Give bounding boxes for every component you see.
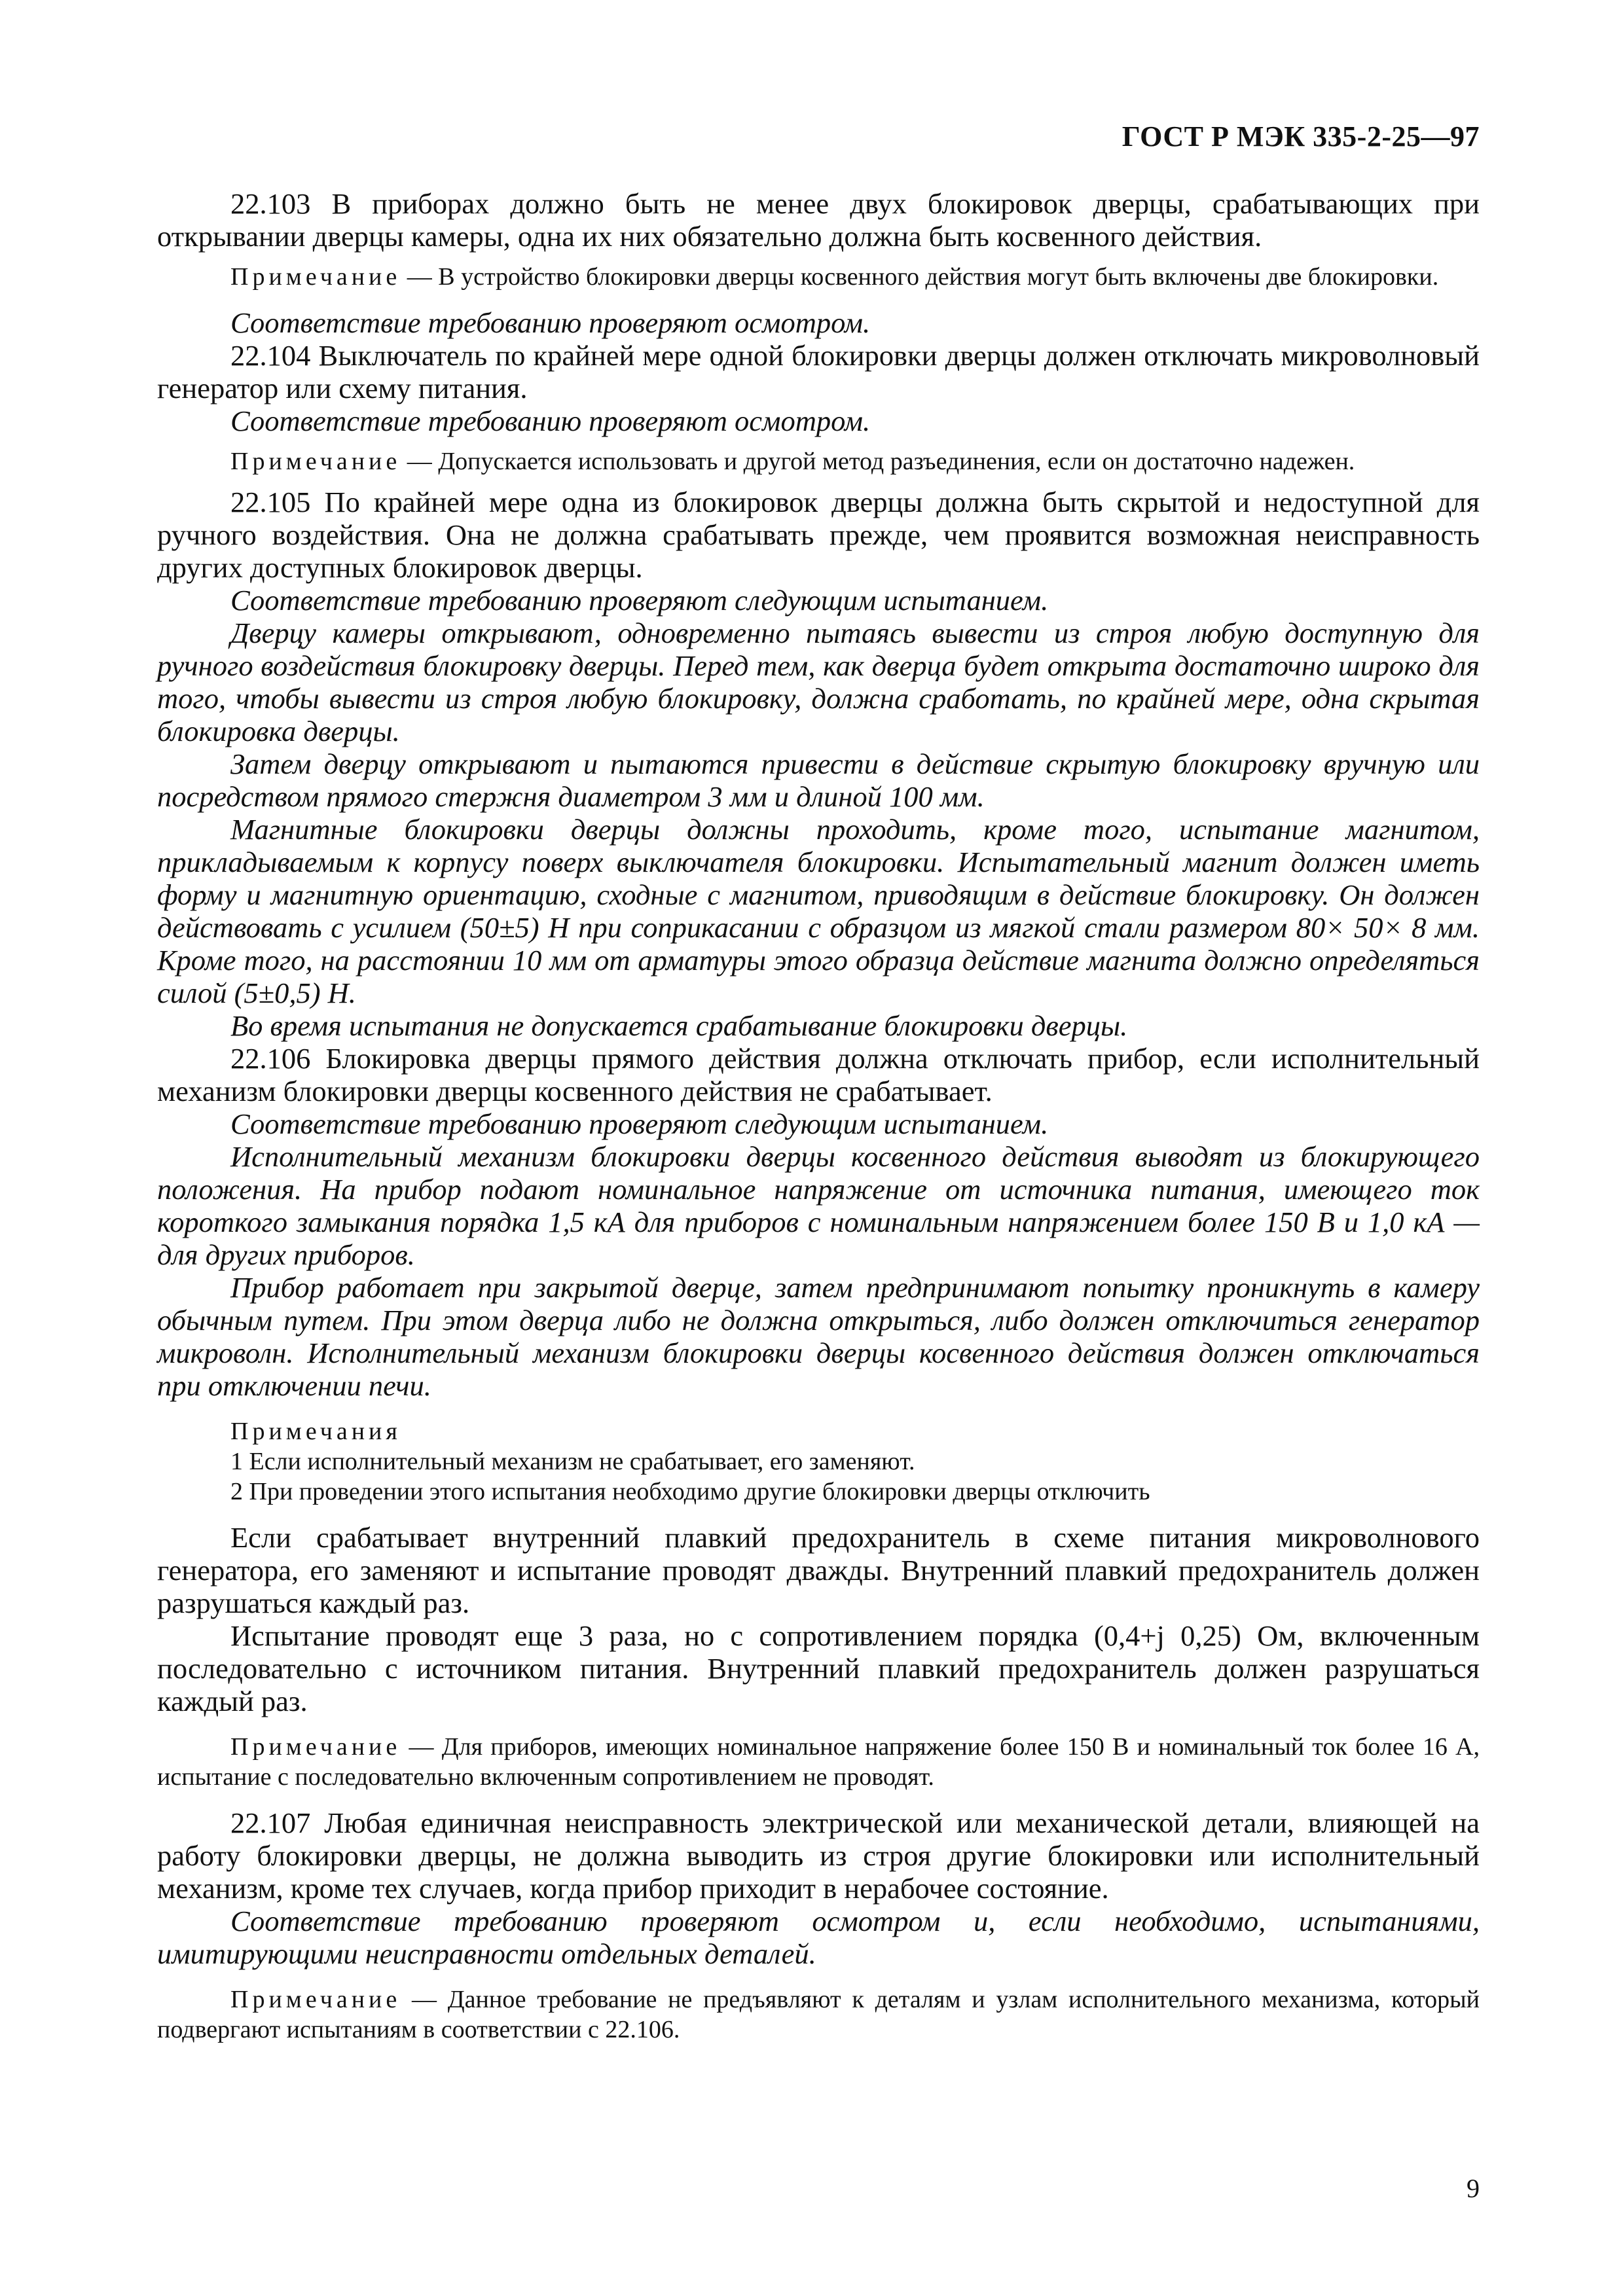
page-number: 9: [1467, 2174, 1480, 2203]
clause-22-107: 22.107 Любая единичная неисправность электрической или механической детали, влияющей на работу блокировки дверцы, не должна выводить из строя другие блокировки или исполнительный механизм, кроме тех случаев, когда прибор приходит в нерабочее состояние.: [157, 1806, 1480, 1905]
compliance-check-1: Соответствие требованию проверяют осмотром.: [230, 306, 871, 339]
notes-heading: Примечания: [230, 1418, 401, 1445]
note-22-103: [157, 262, 1480, 292]
test-paragraph-6: Прибор работает при закрытой дверце, затем предпринимают попытку проникнуть в камеру обычным путем. При этом дверца либо не должна открыться, либо должен отключиться генератор микроволн. Исполнительный механизм блокировки дверцы косвенного действия должен отключаться при отключении печи.: [157, 1271, 1480, 1402]
clause-22-106: 22.106 Блокировка дверцы прямого действия должна отключать прибор, если исполнительный механизм блокировки дверцы косвенного действия не срабатывает.: [157, 1042, 1480, 1107]
notes-item-1: 1 Если исполнительный механизм не срабатывает, его заменяют.: [230, 1448, 915, 1475]
test-paragraph-1: Дверцу камеры открывают, одновременно пытаясь вывести из строя любую доступную для ручного воздействия блокировку дверцы. Перед тем, как дверца будет открыта достаточно широко для того, чтобы вывести из строя любую блокировку, должна сработать, по крайней мере, одна скрытая блокировка дверцы.: [157, 617, 1480, 747]
compliance-check-4: Соответствие требованию проверяют следующим испытанием.: [230, 1107, 1049, 1140]
note-22-104: [157, 446, 1480, 476]
test-paragraph-2: Затем дверцу открывают и пытаются привести в действие скрытую блокировку вручную или посредством прямого стержня диаметром 3 мм и длиной 100 мм.: [157, 747, 1480, 813]
note-text: — В устройство блокировки дверцы косвенного действия могут быть включены две блокировки.: [401, 263, 1439, 291]
clause-22-103: 22.103 В приборах должно быть не менее двух блокировок дверцы, срабатывающих при открывании дверцы камеры, одна их них обязательно должна быть косвенного действия.: [157, 187, 1480, 253]
note-text: — Для приборов, имеющих номинальное напряжение более 150 В и номинальный ток более 16 А, испытание с последовательно включенным сопротивлением не проводят.: [157, 1733, 1480, 1791]
note-text: — Допускается использовать и другой метод разъединения, если он достаточно надежен.: [401, 448, 1355, 475]
compliance-check-5: Соответствие требованию проверяют осмотром и, если необходимо, испытаниями, имитирующими неисправности отдельных деталей.: [157, 1905, 1480, 1970]
fuse-paragraph-1: Если срабатывает внутренний плавкий предохранитель в схеме питания микроволнового генератора, его заменяют и испытание проводят дважды. Внутренний плавкий предохранитель должен разрушаться каждый раз.: [157, 1521, 1480, 1619]
page-header-standard-id: ГОСТ Р МЭК 335-2-25—97: [1122, 120, 1480, 152]
clause-22-104: 22.104 Выключатель по крайней мере одной блокировки дверцы должен отключать микроволновый генератор или схему питания.: [157, 339, 1480, 404]
test-paragraph-4: Во время испытания не допускается срабатывание блокировки дверцы.: [230, 1009, 1128, 1042]
note-label: Примечание: [230, 448, 401, 475]
clause-22-105: 22.105 По крайней мере одна из блокировок дверцы должна быть скрытой и недоступной для ручного воздействия. Она не должна срабатывать прежде, чем проявится возможная неисправность других доступных блокировок дверцы.: [157, 486, 1480, 584]
note-label: Примечание: [230, 1733, 401, 1761]
note-fuse: [157, 1732, 1480, 1792]
test-paragraph-5: Исполнительный механизм блокировки дверцы косвенного действия выводят из блокирующего положения. На прибор подают номинальное напряжение от источника питания, имеющего ток короткого замыкания порядка 1,5 кА для приборов с номинальным напряжением более 150 В и 1,0 кА — для других приборов.: [157, 1140, 1480, 1271]
note-text: — Данное требование не предъявляют к деталям и узлам исполнительного механизма, который подвергают испытаниям в соответствии с 22.106.: [157, 1986, 1480, 2043]
note-label: Примечание: [230, 1986, 401, 2013]
test-paragraph-3: Магнитные блокировки дверцы должны проходить, кроме того, испытание магнитом, прикладываемым к корпусу поверх выключателя блокировки. Испытательный магнит должен иметь форму и магнитную ориентацию, сходные с магнитом, приводящим в действие блокировку. Он должен действовать с усилием (50±5) Н при соприкасании с образцом из мягкой стали размером 80× 50× 8 мм. Кроме того, на расстоянии 10 мм от арматуры этого образца действие магнита должно определяться силой (5±0,5) Н.: [157, 813, 1480, 1009]
note-label: Примечание: [230, 263, 401, 291]
compliance-check-2: Соответствие требованию проверяют осмотром.: [230, 404, 871, 437]
compliance-check-3: Соответствие требованию проверяют следующим испытанием.: [230, 584, 1049, 617]
notes-item-2: 2 При проведении этого испытания необходимо другие блокировки дверцы отключить: [230, 1478, 1150, 1505]
page-body: [157, 187, 1480, 2045]
note-22-107: [157, 1984, 1480, 2045]
fuse-paragraph-2: Испытание проводят еще 3 раза, но с сопротивлением порядка (0,4+j 0,25) Ом, включенным последовательно с источником питания. Внутренний плавкий предохранитель должен разрушаться каждый раз.: [157, 1619, 1480, 1717]
